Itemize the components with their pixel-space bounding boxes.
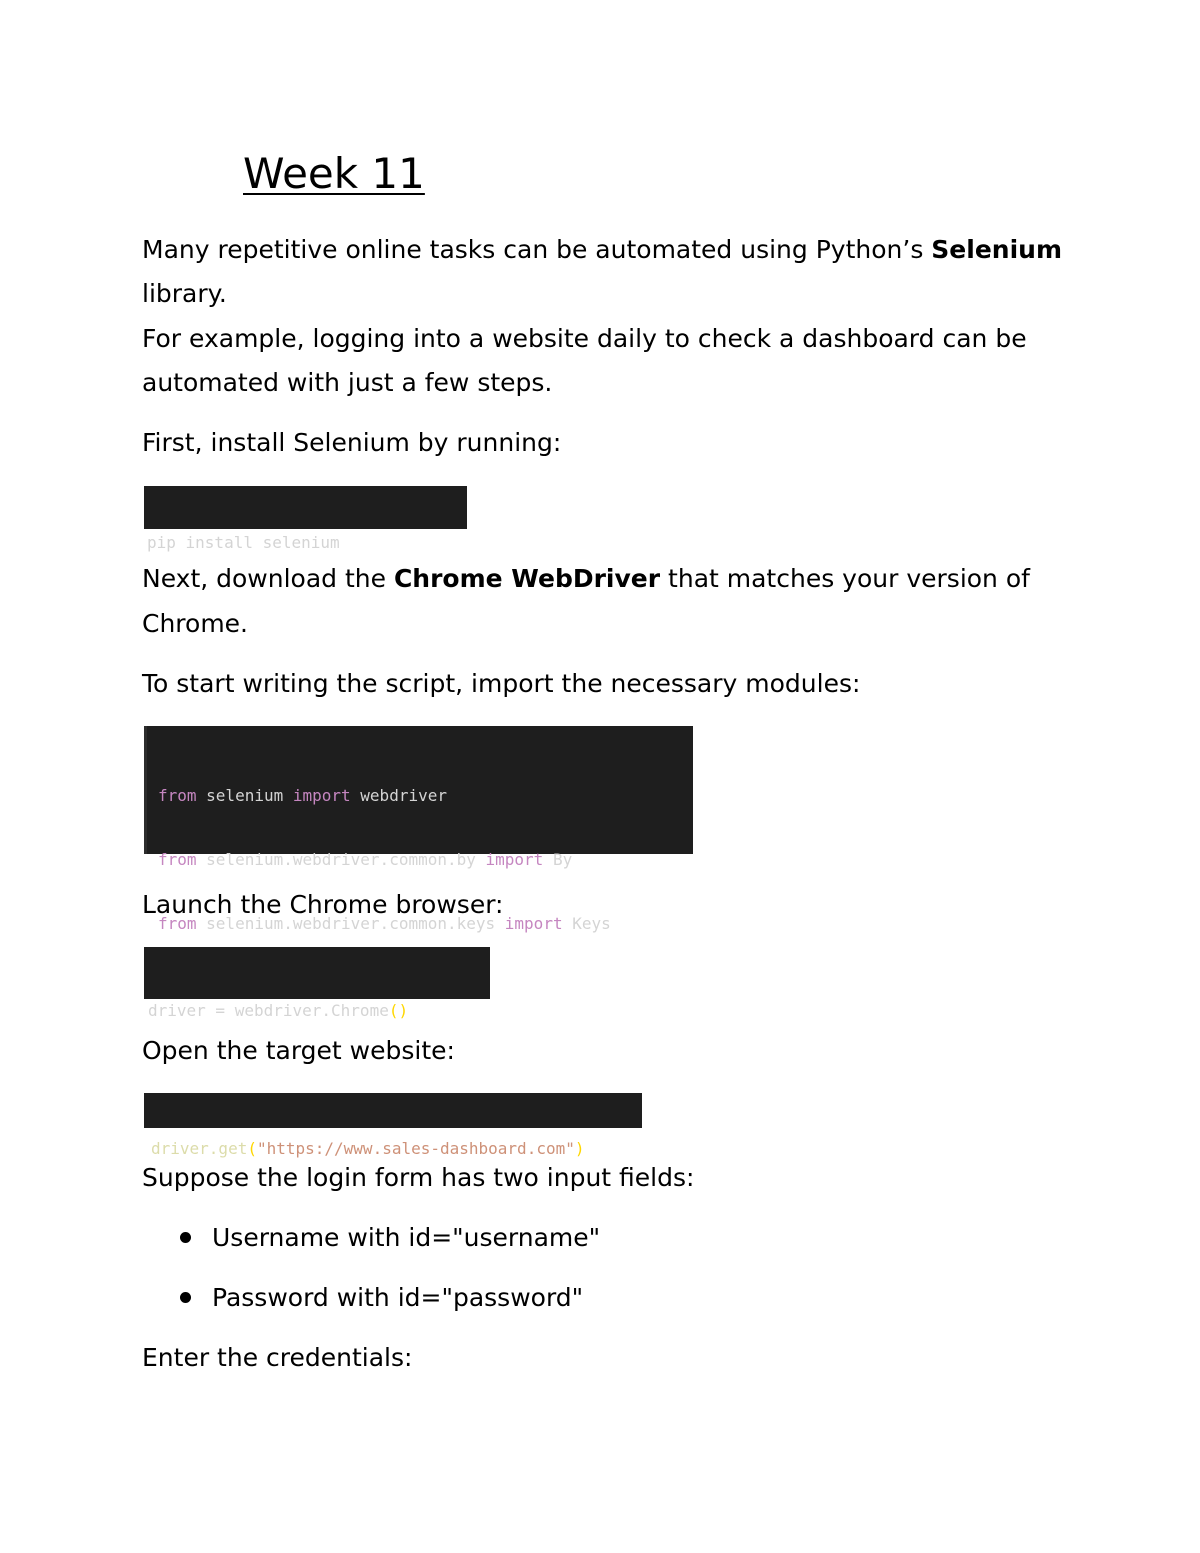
install-code-block bbox=[144, 486, 467, 552]
list-item bbox=[180, 1276, 583, 1320]
page-title: Week 11 bbox=[243, 149, 425, 198]
list-item-text: Password with id="password" bbox=[212, 1283, 584, 1312]
intro-line-4: automated with just a few steps. bbox=[142, 368, 553, 397]
code-line-1 bbox=[158, 783, 693, 809]
keyword-import: import bbox=[485, 850, 544, 869]
chrome-webdriver-keyword: Chrome WebDriver bbox=[393, 564, 661, 593]
import-name: webdriver bbox=[350, 786, 447, 805]
launch-instruction: Launch the Chrome browser: bbox=[142, 890, 504, 919]
url-string: "https://www.sales-dashboard.com" bbox=[256, 1139, 575, 1158]
login-form-instruction: Suppose the login form has two input fields: bbox=[142, 1163, 695, 1192]
keyword-from: from bbox=[158, 786, 197, 805]
launch-code-line bbox=[148, 998, 490, 1024]
driver-var: driver bbox=[148, 1001, 206, 1020]
webdriver-text-post: that matches your version of bbox=[660, 564, 1030, 593]
bullet-icon bbox=[180, 1292, 191, 1303]
webdriver-instruction-line-2: Chrome. bbox=[142, 609, 249, 638]
open-code-block bbox=[144, 1093, 642, 1158]
keyword-import: import bbox=[292, 786, 351, 805]
import-instruction: To start writing the script, import the necessary modules: bbox=[142, 669, 861, 698]
assign-op: = bbox=[205, 1001, 235, 1020]
close-paren: ) bbox=[574, 1139, 585, 1158]
module-name: selenium.webdriver.common.keys bbox=[196, 914, 505, 933]
code-line-2 bbox=[158, 847, 693, 873]
intro-line-2: library. bbox=[142, 279, 227, 308]
open-instruction: Open the target website: bbox=[142, 1036, 455, 1065]
driver-get: driver.get bbox=[151, 1139, 248, 1158]
credentials-instruction: Enter the credentials: bbox=[142, 1343, 413, 1372]
webdriver-text-pre: Next, download the bbox=[142, 564, 394, 593]
selenium-keyword: Selenium bbox=[931, 235, 1062, 264]
bullet-icon bbox=[180, 1232, 191, 1243]
install-instruction: First, install Selenium by running: bbox=[142, 428, 562, 457]
intro-line-1 bbox=[142, 228, 1062, 272]
install-code-line: pip install selenium bbox=[147, 533, 340, 552]
import-name: By bbox=[543, 850, 573, 869]
intro-line-1-text: Many repetitive online tasks can be automated using Python’s bbox=[142, 235, 932, 264]
keyword-from: from bbox=[158, 914, 197, 933]
module-name: selenium.webdriver.common.by bbox=[196, 850, 486, 869]
import-name: Keys bbox=[562, 914, 611, 933]
launch-code-block bbox=[144, 947, 490, 1020]
intro-line-3: For example, logging into a website daily to check a dashboard can be bbox=[142, 324, 1027, 353]
list-item-text: Username with id="username" bbox=[212, 1223, 601, 1252]
open-paren: ( bbox=[247, 1139, 257, 1158]
module-name: selenium bbox=[196, 786, 293, 805]
keyword-from: from bbox=[158, 850, 197, 869]
chrome-constructor: webdriver.Chrome bbox=[234, 1001, 389, 1020]
paren: () bbox=[388, 1001, 409, 1020]
list-item bbox=[180, 1216, 600, 1260]
webdriver-instruction-line-1 bbox=[142, 557, 1030, 601]
keyword-import: import bbox=[504, 914, 563, 933]
